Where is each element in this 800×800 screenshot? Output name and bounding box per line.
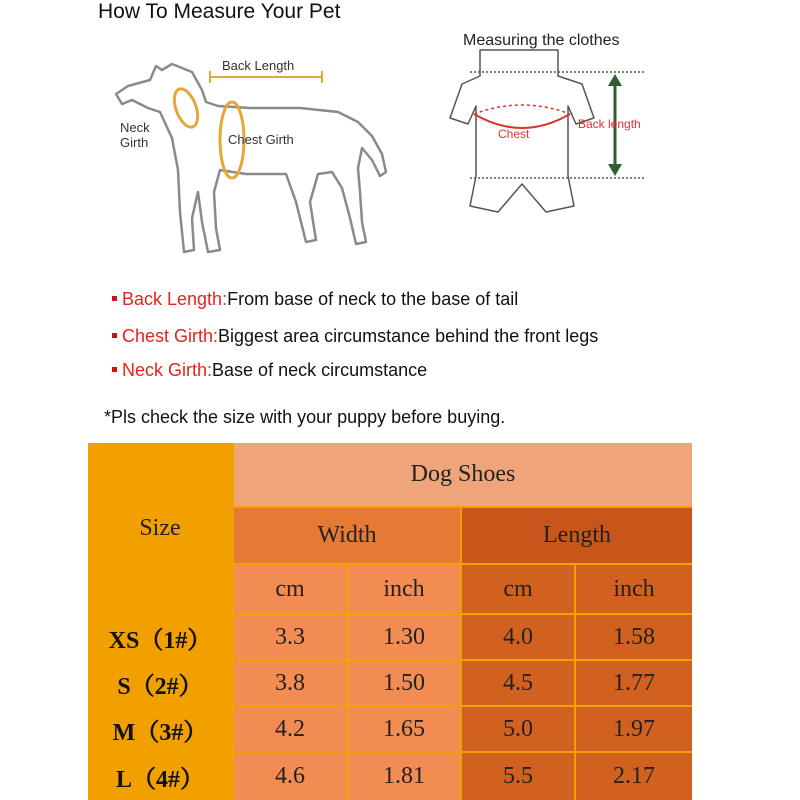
unit-header-cell: inch [576, 565, 692, 613]
neck-girth-label-line2: Girth [120, 135, 149, 150]
size-row-label: M（3#） [112, 719, 208, 746]
width-cm-cell: 3.3 [234, 615, 346, 659]
clothes-back-length-label: Back length [578, 117, 641, 131]
definition-term: Neck Girth: [122, 360, 213, 380]
size-row-label: S（2#） [117, 673, 203, 700]
length-inch-cell: 2.17 [576, 753, 692, 800]
width-cm-cell: 3.8 [234, 661, 346, 705]
definition-chest-girth [112, 326, 598, 347]
length-cm-cell: 4.5 [462, 661, 574, 705]
unit-header-cell: inch [348, 565, 460, 613]
width-inch-cell: 1.65 [348, 707, 460, 751]
width-inch-cell: 1.30 [348, 615, 460, 659]
clothes-measure-illustration [430, 26, 690, 236]
product-header-cell: Dog Shoes [234, 443, 692, 506]
size-header-cell: Size [139, 514, 181, 541]
definition-term: Chest Girth: [122, 326, 219, 346]
length-cm-cell: 4.0 [462, 615, 574, 659]
chest-girth-label: Chest Girth [228, 132, 294, 147]
clothes-figure-title: Measuring the clothes [463, 32, 620, 49]
length-header-cell: Length [462, 508, 692, 563]
dog-measure-illustration [110, 42, 400, 270]
length-cm-cell: 5.5 [462, 753, 574, 800]
size-row-label: L（4#） [115, 767, 204, 793]
back-length-label: Back Length [222, 58, 295, 73]
neck-girth-loop [170, 86, 202, 130]
length-inch-cell: 1.77 [576, 661, 692, 705]
chest-label: Chest [498, 127, 530, 141]
length-cm-cell: 5.0 [462, 707, 574, 751]
unit-header-cell: cm [462, 565, 574, 613]
definition-neck-girth [112, 360, 427, 381]
width-header-cell: Width [234, 508, 460, 563]
length-inch-cell: 1.58 [576, 615, 692, 659]
neck-girth-label-line1: Neck [120, 120, 150, 135]
width-inch-cell: 1.50 [348, 661, 460, 705]
size-check-note: *Pls check the size with your puppy before buying. [104, 407, 506, 427]
width-cm-cell: 4.6 [234, 753, 346, 800]
bullet-icon [112, 296, 117, 301]
length-inch-cell: 1.97 [576, 707, 692, 751]
bullet-icon [112, 333, 117, 338]
width-cm-cell: 4.2 [234, 707, 346, 751]
definition-term: Back Length: [122, 289, 228, 309]
unit-header-cell: cm [234, 565, 346, 613]
definition-back-length [112, 289, 518, 310]
definition-text: Base of neck circumstance [212, 360, 428, 380]
definition-text: From base of neck to the base of tail [227, 289, 519, 309]
bullet-icon [112, 367, 117, 372]
size-chart-table [88, 443, 692, 800]
definition-text: Biggest area circumstance behind the front legs [218, 326, 599, 346]
width-inch-cell: 1.81 [348, 753, 460, 800]
size-row-label: XS（1#） [108, 627, 212, 654]
dog-silhouette [116, 64, 386, 252]
chest-measure-curve [474, 114, 570, 128]
page-title: How To Measure Your Pet [98, 0, 341, 23]
